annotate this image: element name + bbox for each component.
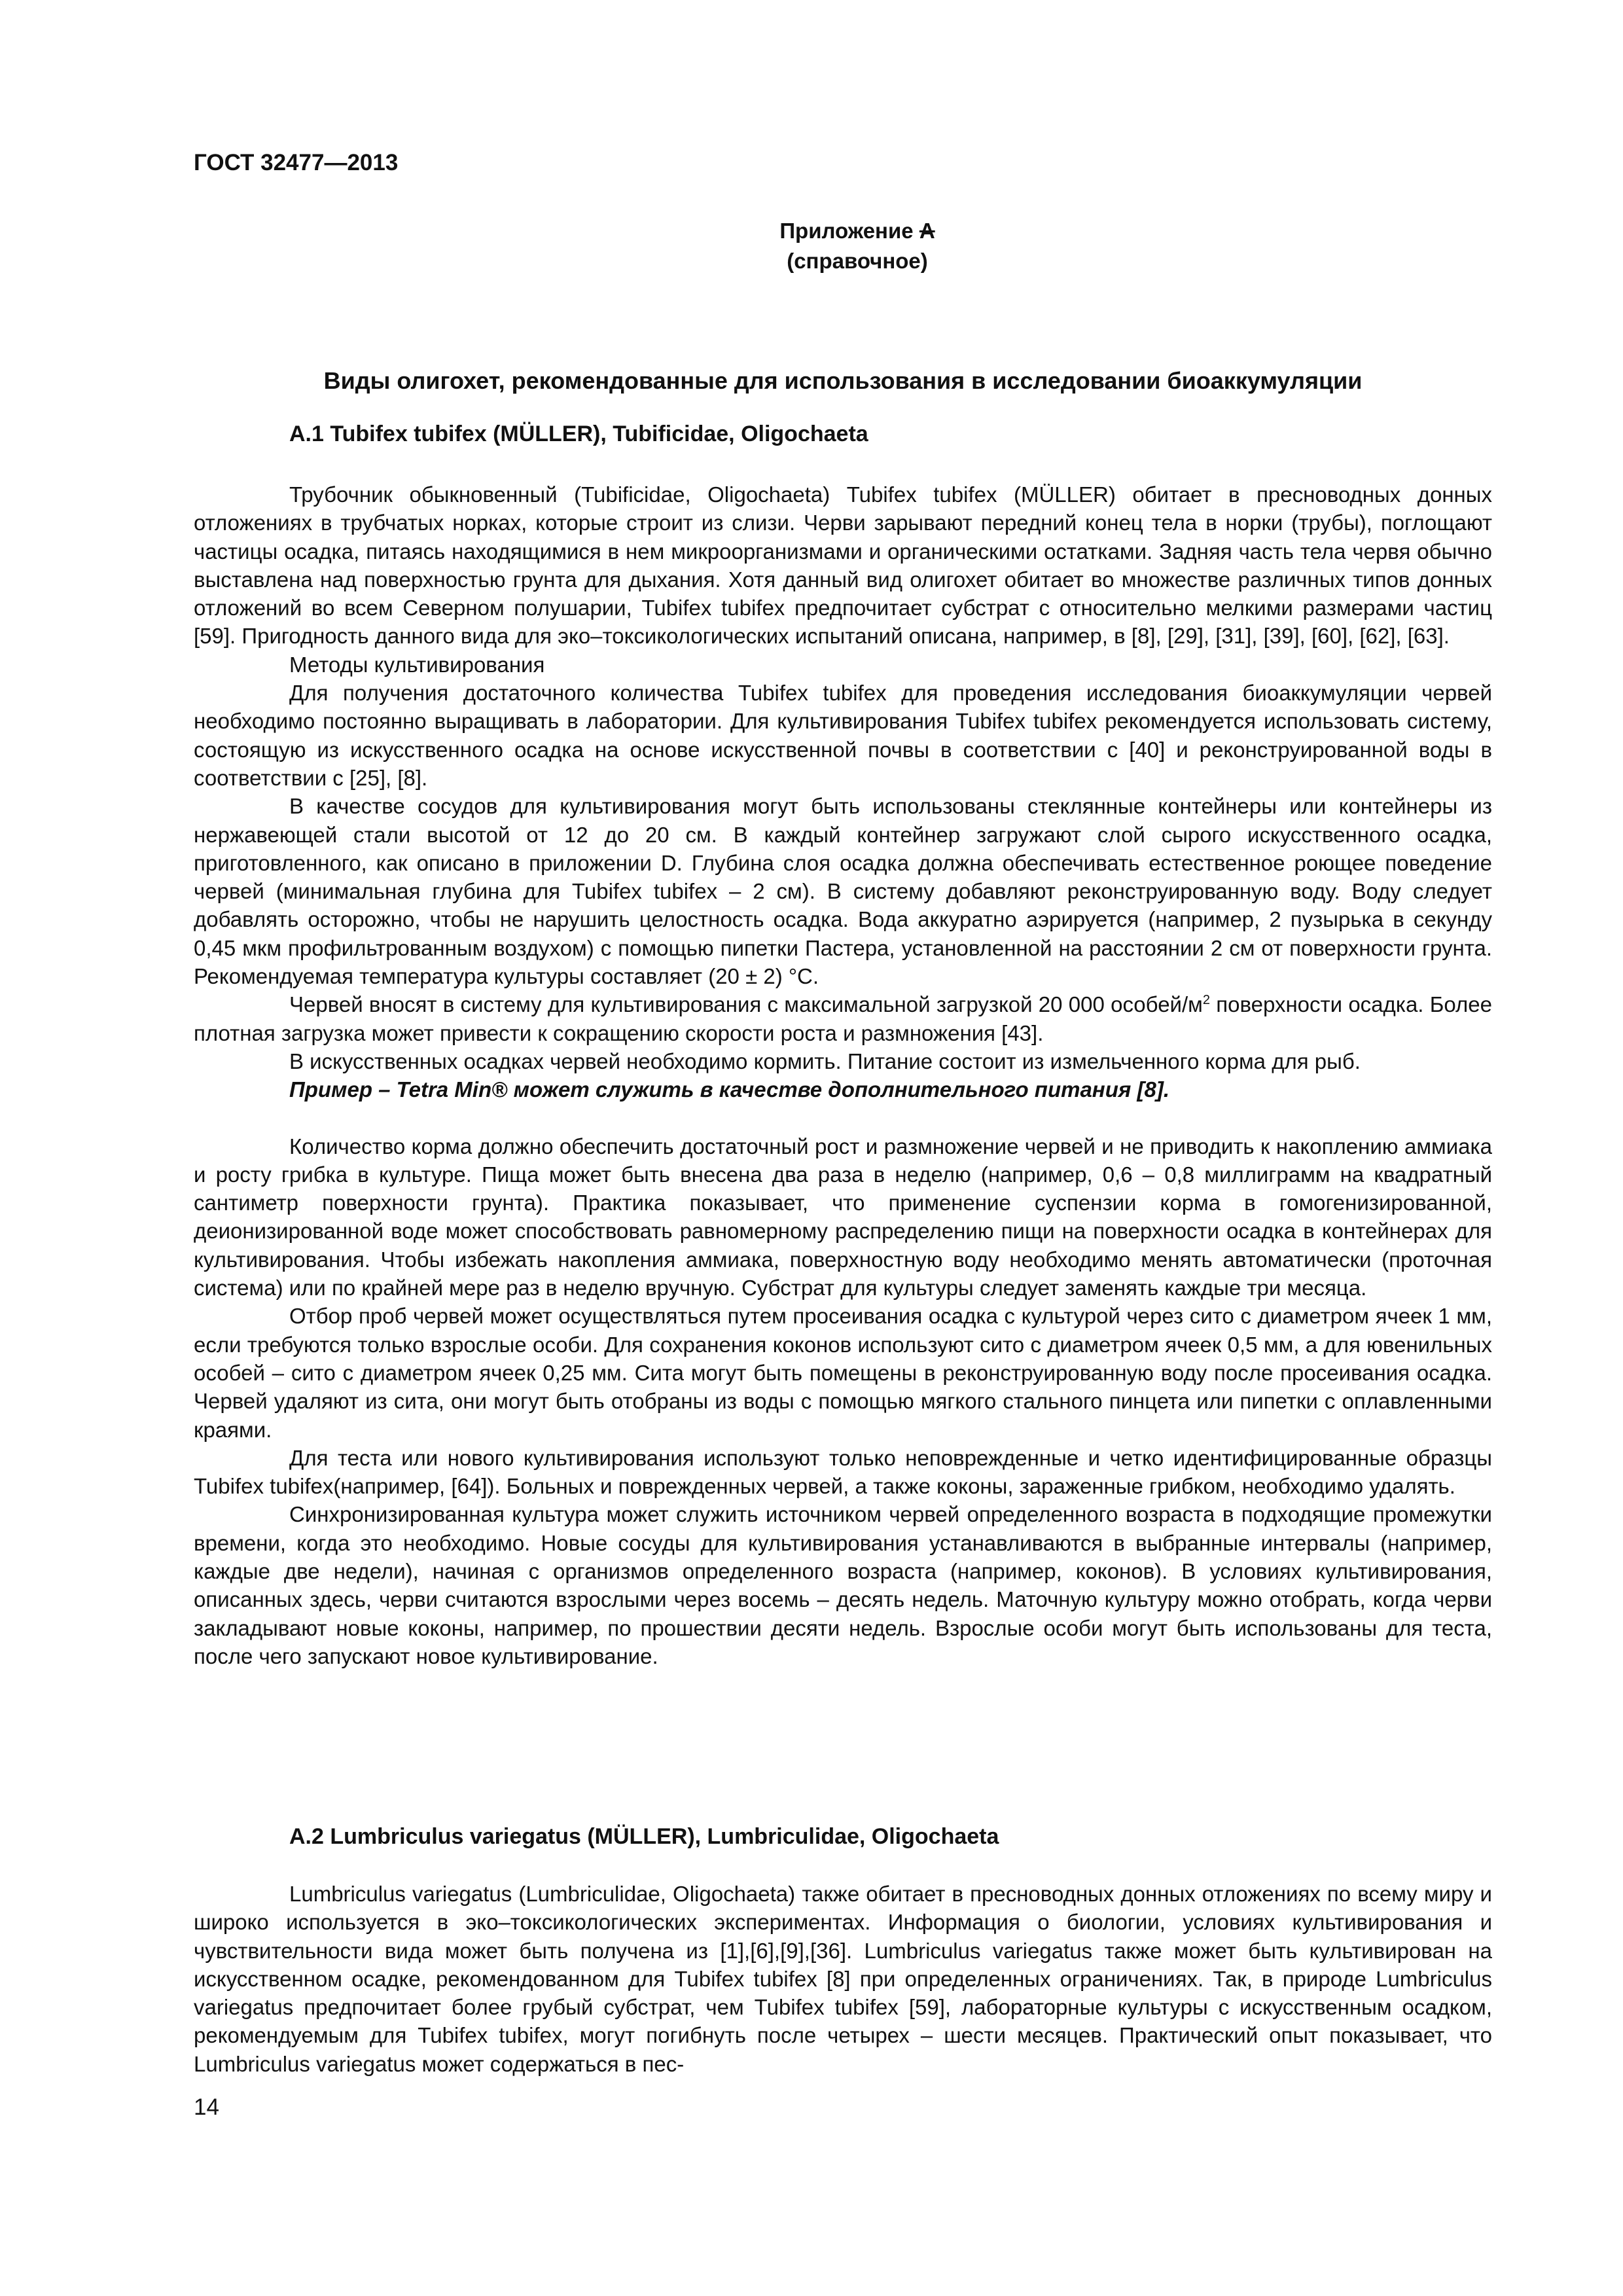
paragraph: В искусственных осадках червей необходимо кормить. Питание состоит из измельченного корма для рыб.: [289, 1049, 1361, 1073]
annex-letter: А: [919, 219, 935, 243]
section-a2-heading: А.2 Lumbriculus variegatus (MÜLLER), Lumbriculidae, Oligochaeta: [289, 1824, 999, 1849]
paragraph: Отбор проб червей может осуществляться путем просеивания осадка с культурой через сито с диаметром ячеек 1 мм, если требуются только взрослые особи. Для сохранения коконов используют сито с диаметром ячеек 0,5 мм, а для ювенильных особей – сито с диаметром ячеек 0,25 мм. Сита могут быть помещены в реконструированную воду после просеивания осадка. Червей удаляют из сита, они могут быть отобраны из воды с помощью мягкого стального пинцета или пипетки с оплавленными краями.: [194, 1304, 1492, 1442]
document-code: ГОСТ 32477—2013: [194, 150, 399, 175]
paragraph: Трубочник обыкновенный (Tubificidae, Oligochaeta) Tubifex tubifex (MÜLLER) обитает в пресноводных донных отложениях в трубчатых норках, которые строит из слизи. Черви зарывают передний конец тела в норки (трубы), поглощают частицы осадка, питаясь находящимися в нем микроорганизмами и органическими остатками. Задняя часть тела червя обычно выставлена над поверхностью грунта для дыхания. Хотя данный вид олигохет обитает во множестве различных типов донных отложений во всем Северном полушарии, Tubifex tubifex предпочитает субстрат с относительно мелкими размерами частиц [59]. Пригодность данного вида для эко–токсикологических испытаний описана, например, в [8], [29], [31], [39], [60], [62], [63].: [194, 482, 1492, 649]
paragraph: Для теста или нового культивирования используют только неповрежденные и четко идентифицированные образцы Tubifex tubifex(например, [64]). Больных и поврежденных червей, а также коконы, зараженные грибком, необходимо удалять.: [194, 1445, 1492, 1499]
page-number: 14: [194, 2094, 219, 2120]
annex-type: (справочное): [787, 249, 928, 273]
paragraph-loading: [194, 990, 1492, 1047]
loading-text-after: поверхности осадка. Более плотная загрузка может привести к сокращению скорости роста и размножения [43].: [194, 992, 1492, 1045]
loading-superscript: 2: [1202, 993, 1210, 1008]
section-a2-body: [194, 1880, 1492, 2078]
annex-title: Виды олигохет, рекомендованные для использования в исследовании биоаккумуляции: [323, 367, 1363, 394]
paragraph: В качестве сосудов для культивирования могут быть использованы стеклянные контейнеры или контейнеры из нержавеющей стали высотой от 12 до 20 см. В каждый контейнер загружают слой сырого искусственного осадка, приготовленного, как описано в приложении D. Глубина слоя осадка должна обеспечивать естественное роющее поведение червей (минимальная глубина для Tubifex tubifex – 2 см). В систему добавляют реконструированную воду. Воду следует добавлять осторожно, чтобы не нарушить целостность осадка. Вода аккуратно аэрируется (например, 2 пузырька в секунду 0,45 мкм профильтрованным воздухом) с помощью пипетки Пастера, установленной на расстоянии 2 см от поверхности грунта. Рекомендуемая температура культуры составляет (20 ± 2) °С.: [194, 794, 1492, 989]
annex-label: Приложение: [779, 219, 914, 243]
paragraph: Количество корма должно обеспечить достаточный рост и размножение червей и не приводить к накоплению аммиака и росту грибка в культуре. Пища может быть внесена два раза в неделю (например, 0,6 – 0,8 миллиграмм на квадратный сантиметр поверхности грунта). Практика показывает, что применение суспензии корма в гомогенизированной, деионизированной воде может способствовать равномерному распределению пищи на поверхности осадка в контейнерах для культивирования. Чтобы избежать накопления аммиака, поверхностную воду необходимо менять автоматически (проточная система) или по крайней мере раз в неделю вручную. Субстрат для культуры следует заменять каждые три месяца.: [194, 1134, 1492, 1300]
example-note: Пример – Tetra Min® может служить в качестве дополнительного питания [8].: [289, 1077, 1169, 1102]
paragraph: Для получения достаточного количества Tubifex tubifex для проведения исследования биоаккумуляции червей необходимо постоянно выращивать в лаборатории. Для культивирования Tubifex tubifex рекомендуется использовать систему, состоящую из искусственного осадка на основе искусственной почвы в соответствии с [40] и реконструированной воды в соответствии с [25], [8].: [194, 681, 1492, 790]
annex-heading: [720, 216, 995, 276]
paragraph: Синхронизированная культура может служить источником червей определенного возраста в подходящие промежутки времени, когда это необходимо. Новые сосуды для культивирования устанавливаются в выбранные интервалы (например, каждые две недели), начиная с организмов определенного возраста (например, коконов). В условиях культивирования, описанных здесь, черви считаются взрослыми через восемь – десять недель. Маточную культуру можно отобрать, когда черви закладывают новые коконы, например, по прошествии десяти недель. Взрослые особи могут быть использованы для теста, после чего запускают новое культивирование.: [194, 1502, 1492, 1668]
section-a1-body: [194, 480, 1492, 1670]
paragraph: Методы культивирования: [289, 652, 545, 677]
annex-label-line: [720, 216, 995, 246]
spacer: [194, 1104, 1492, 1132]
paragraph: Lumbriculus variegatus (Lumbriculidae, Oligochaeta) также обитает в пресноводных донных отложениях по всему миру и широко используется в эко–токсикологических экспериментах. Информация о биологии, условиях культивирования и чувствительности вида может быть получена из [1],[6],[9],[36]. Lumbriculus variegatus также может быть культивирован на искусственном осадке, рекомендованном для Tubifex tubifex [8] при определенных ограничениях. Так, в природе Lumbriculus variegatus предпочитает более грубый субстрат, чем Tubifex tubifex [59], лабораторные культуры с искусственным осадком, рекомендуемым для Tubifex tubifex, могут погибнуть после четырех – шести месяцев. Практический опыт показывает, что Lumbriculus variegatus может содержаться в пес-: [194, 1882, 1492, 2076]
section-a1-heading: А.1 Tubifex tubifex (MÜLLER), Tubificidae, Oligochaeta: [289, 422, 868, 446]
loading-text-before: Червей вносят в систему для культивирования с максимальной загрузкой 20 000 особей/м: [289, 992, 1203, 1017]
